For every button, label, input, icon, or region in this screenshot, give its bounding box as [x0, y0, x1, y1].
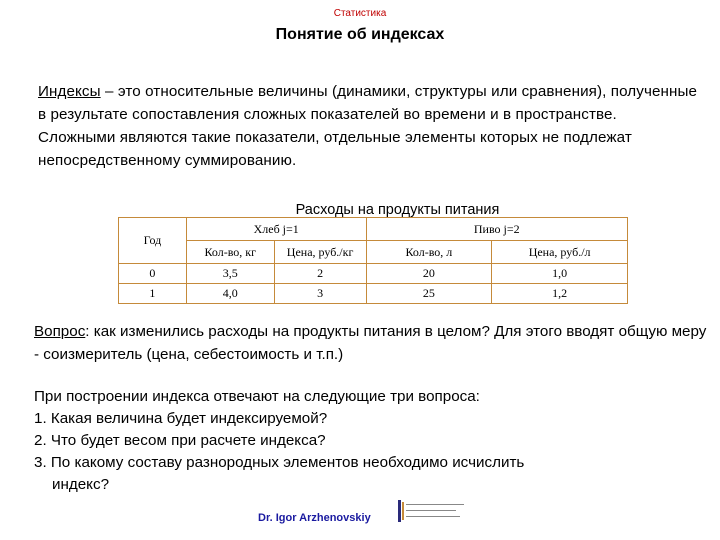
- definition-rest: – это относительные величины (динамики, структуры или сравнения), полученные в результате сопоставления сложных показателей во времени и в пространстве.: [38, 83, 698, 123]
- table-caption: Расходы на продукты питания: [295, 202, 500, 218]
- list-item-continuation: индекс?: [52, 476, 110, 493]
- expenses-table: [118, 217, 628, 304]
- cell: 2: [274, 264, 366, 284]
- author-footer: Dr. Igor Arzhenovskiy: [258, 512, 371, 524]
- subheader-beer-qty: Кол-во, л: [366, 241, 492, 264]
- subheader-bread-qty: Кол-во, кг: [186, 241, 274, 264]
- cell: 3,5: [186, 264, 274, 284]
- question-text: : как изменились расходы на продукты питания в целом? Для этого вводят общую меру - соизмеритель (цена, себестоимость и т.п.): [34, 323, 707, 363]
- question-label: Вопрос: [34, 323, 86, 340]
- list-intro: При построении индекса отвечают на следующие три вопроса:: [34, 388, 480, 405]
- bread-header: Хлеб j=1: [186, 218, 366, 241]
- definition-paragraph: [38, 80, 698, 126]
- list-item: 1. Какая величина будет индексируемой?: [34, 410, 328, 427]
- questions-list: [34, 386, 714, 496]
- cell: 4,0: [186, 284, 274, 304]
- cell: 20: [366, 264, 492, 284]
- list-item: 3. По какому составу разнородных элементов необходимо исчислить: [34, 454, 525, 471]
- table-header-row: [119, 218, 628, 241]
- table-row: [119, 264, 628, 284]
- slide-title: Понятие об индексах: [275, 26, 445, 43]
- cell: 1,2: [492, 284, 628, 304]
- cell: 25: [366, 284, 492, 304]
- cell: 1: [119, 284, 187, 304]
- intro-text: [38, 80, 698, 172]
- question-block: [34, 320, 714, 366]
- list-item: 2. Что будет весом при расчете индекса?: [34, 432, 326, 449]
- subject-header: Статистика: [333, 8, 387, 19]
- term-indexes: Индексы: [38, 83, 101, 100]
- table-row: [119, 284, 628, 304]
- cell: 3: [274, 284, 366, 304]
- complex-definition: Сложными являются такие показатели, отдельные элементы которых не подлежат непосредственному суммированию.: [38, 129, 632, 169]
- beer-header: Пиво j=2: [366, 218, 627, 241]
- subheader-beer-price: Цена, руб./л: [492, 241, 628, 264]
- table-subheader-row: [119, 241, 628, 264]
- subheader-bread-price: Цена, руб./кг: [274, 241, 366, 264]
- cell: 0: [119, 264, 187, 284]
- institution-logo-icon: [396, 498, 468, 526]
- cell: 1,0: [492, 264, 628, 284]
- question-paragraph: [34, 320, 714, 366]
- year-header: Год: [119, 218, 187, 264]
